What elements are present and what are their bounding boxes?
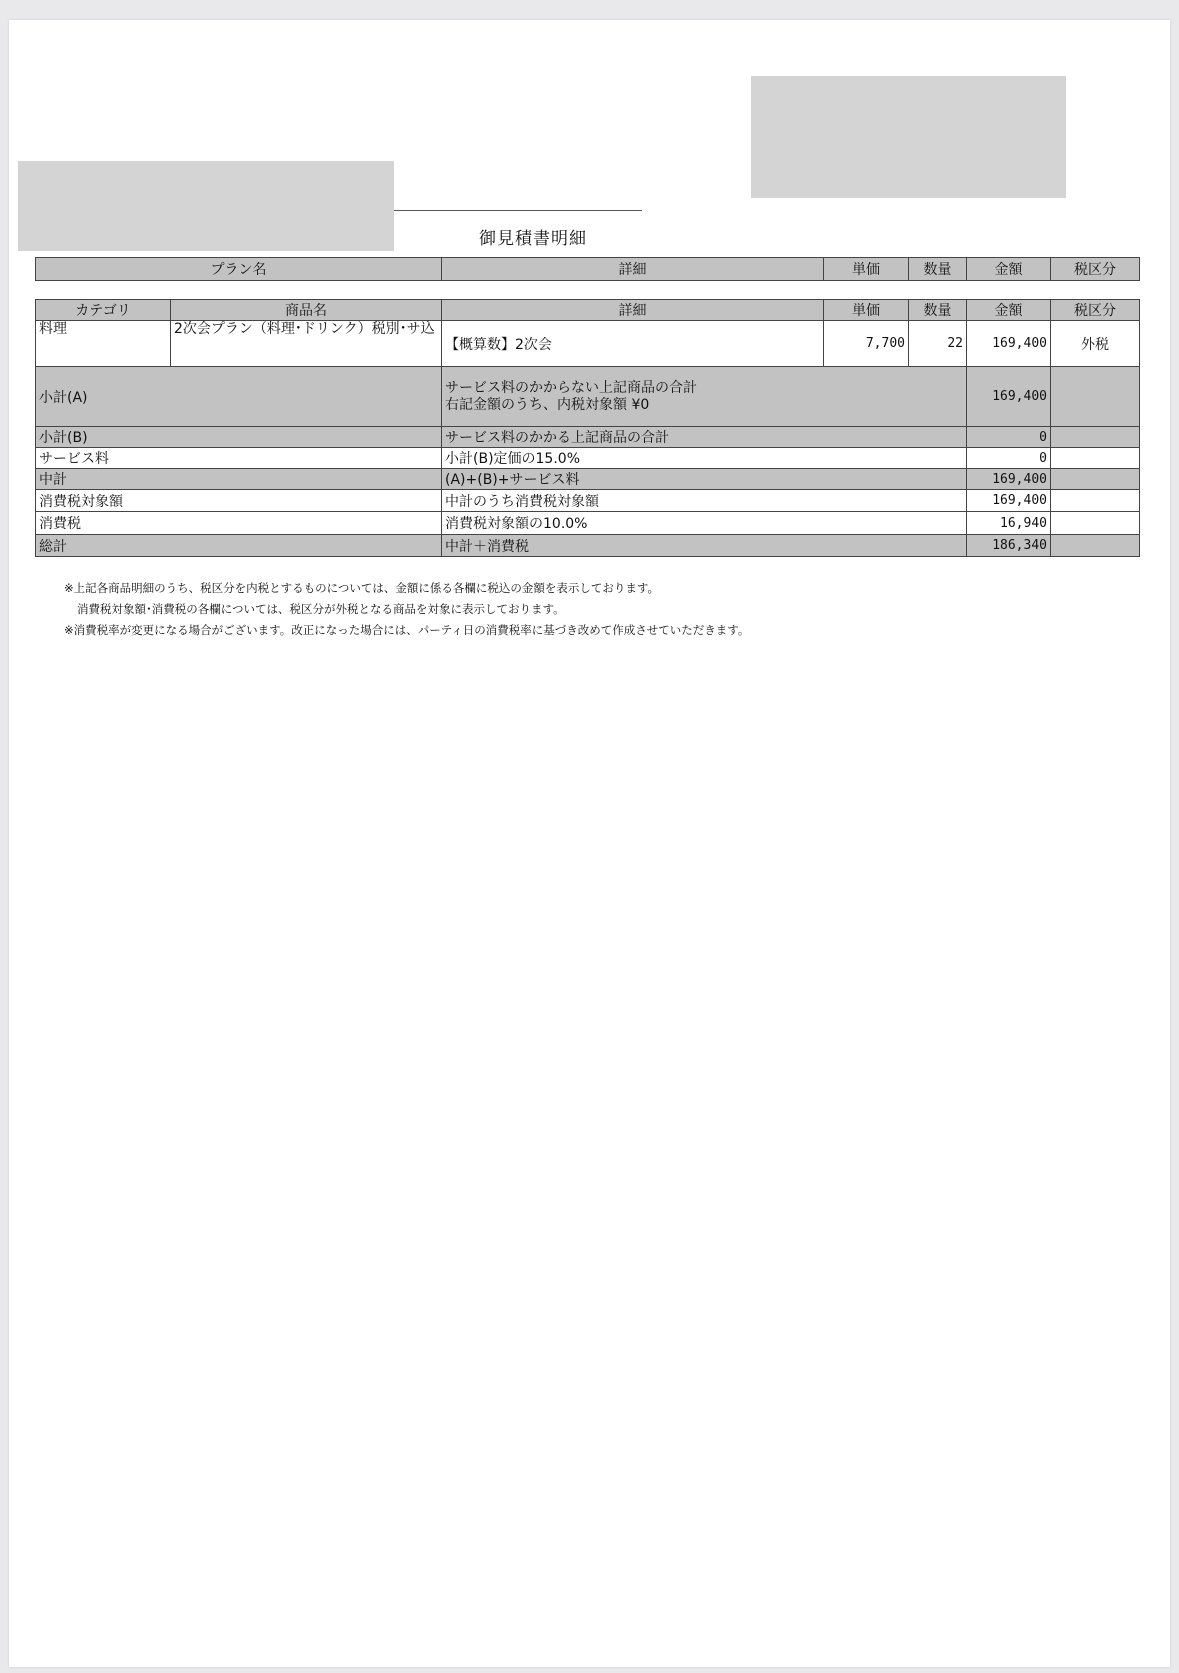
col-detail: 詳細	[442, 300, 824, 321]
col-plan-name: プラン名	[36, 258, 442, 281]
footnotes	[64, 578, 749, 641]
subtotal-a-label: 小計(A)	[36, 367, 442, 427]
midtotal-label: 中計	[36, 469, 442, 490]
taxable-detail: 中計のうち消費税対象額	[442, 490, 967, 512]
subtotal-b-tax	[1051, 427, 1140, 448]
table-header-row	[36, 300, 1140, 321]
grand-total-label: 総計	[36, 535, 442, 557]
table-header-row	[36, 258, 1140, 281]
item-amount: 169,400	[967, 321, 1051, 367]
service-fee-row	[36, 448, 1140, 469]
item-table	[35, 299, 1140, 557]
consumption-tax-tax	[1051, 512, 1140, 535]
grand-total-row	[36, 535, 1140, 557]
subtotal-a-tax	[1051, 367, 1140, 427]
note-line-2: 消費税対象額･消費税の各欄については、税区分が外税となる商品を対象に表示しております。	[77, 602, 565, 616]
subtotal-b-row	[36, 427, 1140, 448]
consumption-tax-amount: 16,940	[967, 512, 1051, 535]
redacted-block	[18, 161, 394, 251]
taxable-tax	[1051, 490, 1140, 512]
item-product: 2次会プラン（料理･ドリンク）税別･サ込	[171, 321, 442, 367]
consumption-tax-detail: 消費税対象額の10.0%	[442, 512, 967, 535]
subtotal-a-detail	[442, 367, 967, 427]
subtotal-b-amount: 0	[967, 427, 1051, 448]
subtotal-a-detail-line2: 右記金額のうち、内税対象額 ¥0	[445, 396, 650, 413]
note-line-1: ※上記各商品明細のうち、税区分を内税とするものについては、金額に係る各欄に税込の金額を表示しております。	[64, 581, 659, 595]
taxable-amount: 169,400	[967, 490, 1051, 512]
col-detail: 詳細	[442, 258, 824, 281]
col-unit-price: 単価	[824, 258, 909, 281]
col-unit-price: 単価	[824, 300, 909, 321]
service-fee-detail: 小計(B)定価の15.0%	[442, 448, 967, 469]
midtotal-amount: 169,400	[967, 469, 1051, 490]
grand-total-amount: 186,340	[967, 535, 1051, 557]
col-tax-type: 税区分	[1051, 300, 1140, 321]
col-amount: 金額	[967, 258, 1051, 281]
title-underline	[394, 210, 642, 211]
estimate-page	[9, 20, 1170, 1667]
subtotal-a-row	[36, 367, 1140, 427]
document-title: 御見積書明細	[479, 229, 587, 249]
subtotal-a-detail-line1: サービス料のかからない上記商品の合計	[445, 379, 697, 396]
col-quantity: 数量	[909, 258, 967, 281]
item-unit-price: 7,700	[824, 321, 909, 367]
col-tax-type: 税区分	[1051, 258, 1140, 281]
taxable-row	[36, 490, 1140, 512]
redacted-block	[751, 76, 1066, 198]
item-category: 料理	[36, 321, 171, 367]
item-tax-type: 外税	[1051, 321, 1140, 367]
col-quantity: 数量	[909, 300, 967, 321]
midtotal-detail: (A)+(B)+サービス料	[442, 469, 967, 490]
taxable-label: 消費税対象額	[36, 490, 442, 512]
col-amount: 金額	[967, 300, 1051, 321]
grand-total-detail: 中計＋消費税	[442, 535, 967, 557]
col-product: 商品名	[171, 300, 442, 321]
service-fee-label: サービス料	[36, 448, 442, 469]
plan-table	[35, 257, 1140, 281]
consumption-tax-label: 消費税	[36, 512, 442, 535]
note-line-3: ※消費税率が変更になる場合がございます。改正になった場合には、パーティ日の消費税率に基づき改めて作成させていただきます。	[64, 623, 750, 637]
service-fee-tax	[1051, 448, 1140, 469]
subtotal-a-amount: 169,400	[967, 367, 1051, 427]
grand-total-tax	[1051, 535, 1140, 557]
midtotal-row	[36, 469, 1140, 490]
subtotal-b-label: 小計(B)	[36, 427, 442, 448]
table-row	[36, 321, 1140, 367]
service-fee-amount: 0	[967, 448, 1051, 469]
consumption-tax-row	[36, 512, 1140, 535]
col-category: カテゴリ	[36, 300, 171, 321]
subtotal-b-detail: サービス料のかかる上記商品の合計	[442, 427, 967, 448]
item-detail: 【概算数】2次会	[442, 321, 824, 367]
midtotal-tax	[1051, 469, 1140, 490]
item-quantity: 22	[909, 321, 967, 367]
